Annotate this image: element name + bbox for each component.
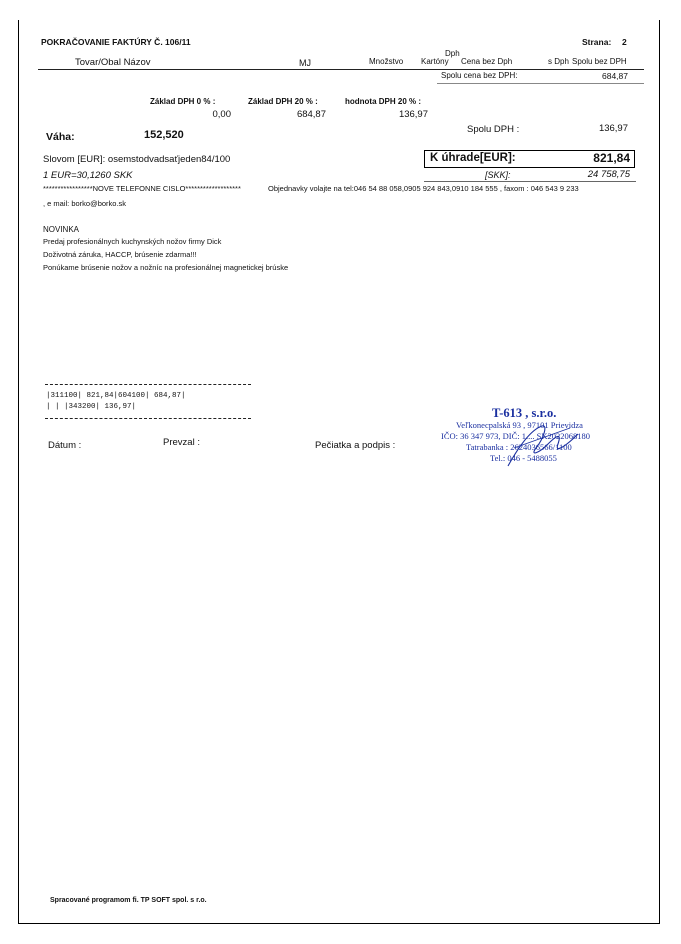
news-line-2: Doživotná záruka, HACCP, brúsenie zdarma!!! [43, 250, 197, 259]
col-cartons: Kartóny [421, 57, 449, 66]
code-table-row-1: |311100| 821,84|604100| 684,87| [46, 392, 186, 400]
col-price-vat: s Dph [548, 57, 569, 66]
subtotal-label: Spolu cena bez DPH: [441, 71, 518, 80]
base0-label: Základ DPH 0 % : [150, 97, 216, 106]
weight-label: Váha: [46, 131, 75, 143]
skk-rule [424, 181, 636, 182]
phone-banner: *****************NOVE TELEFONNE CISLO******************* [43, 184, 241, 193]
base20-value: 684,87 [296, 109, 326, 120]
skk-label: [SKK]: [485, 170, 511, 180]
handwritten-signature [500, 418, 590, 473]
stamp-ids: IČO: 36 347 973, DIČ: 1.... SK2022068180 [441, 431, 590, 441]
amount-in-words: Slovom [EUR]: osemstodvadsaťjeden84/100 [43, 154, 231, 165]
code-table-row-2: | | |343200| 136,97| [46, 403, 137, 411]
col-name: Tovar/Obal Názov [75, 57, 151, 68]
vat-total-value: 136,97 [598, 123, 628, 134]
stamp-phone: Tel.: 046 - 5488055 [490, 453, 557, 463]
col-quantity: Množstvo [369, 57, 404, 66]
order-phones: Objednavky volajte na tel:046 54 88 058,0905 924 843,0910 184 555 , faxom : 046 543 9 233 [268, 184, 579, 193]
col-dph-top: Dph [445, 49, 460, 58]
email-line: , e mail: borko@borko.sk [43, 199, 127, 208]
footer-software: Spracované programom fi. TP SOFT spol. s r.o. [50, 897, 207, 904]
stamp-address: Veľkonecpalská 93 , 97101 Prievidza [456, 420, 583, 430]
skk-value: 24 758,75 [587, 169, 630, 180]
stamp-signature-label: Pečiatka a podpis : [315, 440, 396, 451]
news-line-3: Ponúkame brúsenie nožov a nožníc na profesionálnej magnetickej brúske [43, 263, 289, 272]
date-label: Dátum : [48, 440, 82, 451]
stamp-company: T-613 , s.r.o. [492, 406, 557, 420]
invoice-title: POKRAČOVANIE FAKTÚRY Č. 106/11 [41, 37, 191, 47]
news-line-1: Predaj profesionálnych kuchynských nožov firmy Dick [43, 237, 222, 246]
news-title: NOVINKA [43, 225, 80, 234]
to-pay-label: K úhrade[EUR]: [430, 152, 516, 164]
subtotal-rule [437, 83, 644, 84]
header-rule [38, 69, 644, 70]
exchange-rate: 1 EUR=30,1260 SKK [43, 170, 133, 181]
vat-total-label: Spolu DPH : [467, 124, 520, 135]
weight-value: 152,520 [144, 129, 184, 141]
col-unit: MJ [299, 58, 311, 68]
to-pay-value: 821,84 [593, 151, 630, 165]
col-total-no-vat: Spolu bez DPH [572, 57, 627, 66]
vat20-value: 136,97 [398, 109, 428, 120]
received-label: Prevzal : [163, 437, 200, 448]
code-table-bottom-rule [45, 418, 251, 419]
page-label: Strana: [582, 37, 612, 47]
code-table-top-rule [45, 384, 251, 385]
subtotal-value: 684,87 [602, 71, 628, 81]
page-number: 2 [622, 37, 627, 47]
stamp-bank: Tatrabanka : 2624036566/1100 [466, 442, 572, 452]
base0-value: 0,00 [212, 109, 231, 120]
col-price-no-vat: Cena bez Dph [461, 57, 513, 66]
base20-label: Základ DPH 20 % : [248, 97, 318, 106]
vat20-label: hodnota DPH 20 % : [345, 97, 422, 106]
